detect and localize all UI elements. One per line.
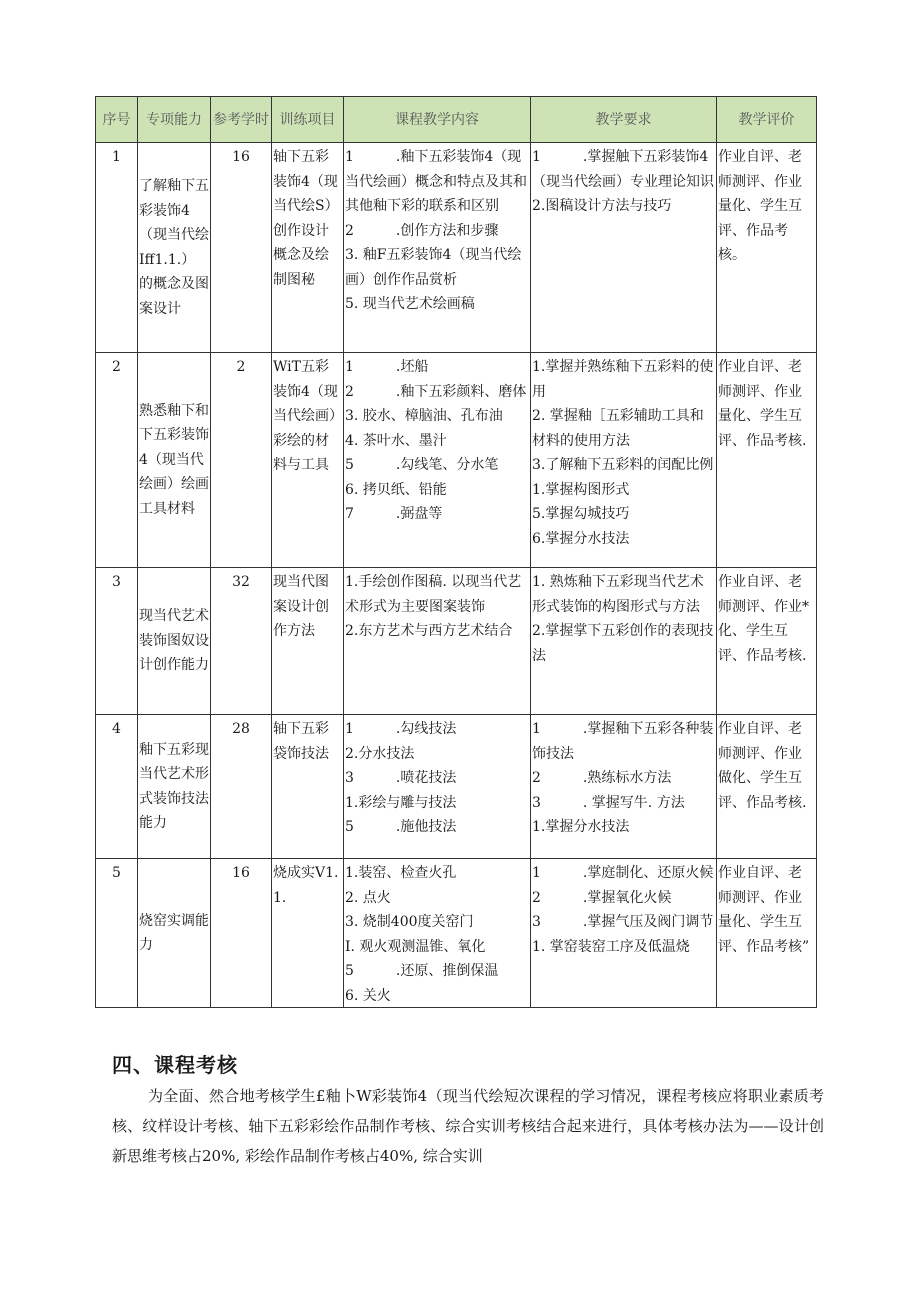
row-content-line: 3. 釉F五彩装饰4（现当代绘画）创作作品赏析 [345,247,522,288]
row-hours: 32 [211,568,272,715]
row-evaluation: 作业自评、老师测评、作业*化、学生互评、作品考核. [717,568,817,715]
row-requirement-line: 2. 掌握釉［五彩辅助工具和材料的使用方法 [532,408,704,449]
header-ability: 专项能力 [138,97,211,143]
row-content-line: 5. 现当代艺术绘画稿 [345,296,475,312]
header-project: 训练项目 [272,97,344,143]
row-requirement-line: 1 .掌庭制化、还原火候 [532,865,714,881]
table-row [96,568,817,715]
row-no: 2 [96,353,138,568]
row-project: 现当代图案设计创作方法 [272,568,344,715]
header-evaluation: 教学评价 [717,97,817,143]
row-requirement [531,353,717,568]
row-requirement-line: 饰技法 [532,745,574,762]
header-requirement: 教学要求 [531,97,717,143]
row-ability: 烧窑实调能力 [138,859,211,1008]
row-content-line: 6. 关火 [345,987,391,1004]
row-evaluation: 作业自评、老师测评、作业量化、学生互评、作品考核. [717,353,817,568]
row-content [344,859,531,1008]
row-content-line: 2.东方艺术与西方艺术结合 [345,623,513,639]
row-content-line: 5 .勾线笔、分水笔 [345,457,499,473]
course-table [95,96,817,1008]
table-row [96,715,817,859]
row-project: 烧成实V1.1. [272,859,344,1008]
row-content-line: 1 .釉下五彩装饰4（现当代绘画）概念和特点及其和其他釉下彩的联系和区别 [345,149,527,214]
row-requirement [531,715,717,859]
row-ability: 现当代艺术装饰图奴设计创作能力 [138,568,211,715]
row-requirement [531,568,717,715]
row-requirement-line: 2 .掌握氧化火候 [532,889,672,906]
row-content-line: 2. 点火 [345,889,391,906]
row-content-line: 1.装窑、检查火孔 [345,865,457,881]
row-content-line: 3. 烧制400度关窑门 [345,914,474,930]
row-content-line: 5 .还原、推倒保温 [345,963,499,979]
row-content-line: 1.彩绘与雕与技法 [345,794,457,811]
row-no: 3 [96,568,138,715]
row-content-line: 1 .勾线技法 [345,721,457,737]
row-evaluation: 作业自评、老师测评、作业做化、学生互评、作品考核. [717,715,817,859]
row-content-line: 6. 拷贝纸、铅能 [345,481,447,498]
row-content-line: 3 .喷花技法 [345,770,457,786]
row-requirement-line: 1. 掌窑装窑工序及低温烧 [532,938,690,955]
row-requirement [531,143,717,353]
row-content-line: 1.手绘创作图稿. 以现当代艺术形式为主要图案装饰 [345,574,522,615]
row-requirement-line: 1.掌握分水技法 [532,819,630,835]
table-row [96,859,817,1008]
row-no: 4 [96,715,138,859]
section-title: 四、课程考核 [112,1053,238,1077]
table-row [96,143,817,353]
header-content: 课程教学内容 [344,97,531,143]
row-ability: 了解釉下五彩装饰4（现当代绘Iff1.1.）的概念及图案设计 [138,143,211,353]
row-content [344,715,531,859]
row-requirement-line: 2.掌握掌下五彩创作的表现技法 [532,623,714,664]
row-requirement-line: 1 .掌握触下五彩装饰4（现当代绘画）专业理论知识 [532,149,714,190]
table-header-row [96,97,817,143]
row-hours: 28 [211,715,272,859]
row-content-line: 2 .创作方法和步骤 [345,222,499,239]
row-requirement [531,859,717,1008]
row-content-line: 5 .施他技法 [345,819,457,835]
row-requirement-line: 1.掌握并熟练釉下五彩料的使用 [532,359,714,400]
row-content-line: 3. 胶水、樟脑油、孔布油 [345,408,503,424]
row-requirement-line: 1 .掌握釉下五彩各种装 [532,721,714,737]
row-requirement-line: 3 .掌握气压及阀门调节 [532,914,714,930]
row-requirement-line: 1.掌握构图形式 [532,481,630,498]
row-ability: 釉下五彩现当代艺术形式装饰技法能力 [138,715,211,859]
row-hours: 16 [211,143,272,353]
row-requirement-line: 5.掌握勾城技巧 [532,506,630,522]
row-content-line: 2.分水技法 [345,745,415,762]
section-paragraph: 为全面、然合地考核学生£釉卜W彩装饰4（现当代绘短次课程的学习情况，课程考核应将职业素质考核、纹样设计考核、轴下五彩彩绘作品制作考核、综合实训考核结合起来进行，具体考核办法为——设计创新思维考核占20%, 彩绘作品制作考核占40%, 综合实训 [112,1087,824,1165]
row-content-line: I. 观火观测温锥、氧化 [345,938,486,955]
row-content-line: 4. 茶叶水、墨汁 [345,432,447,449]
row-content [344,568,531,715]
row-project: 轴下五彩袋饰技法 [272,715,344,859]
header-no: 序号 [96,97,138,143]
row-requirement-line: 2 .熟练标水方法 [532,770,672,786]
row-content-line: 2 .釉下五彩颜料、磨体 [345,383,527,400]
row-requirement-line: 6.掌握分水技法 [532,530,630,547]
row-hours: 2 [211,353,272,568]
row-requirement-line: 3.了解釉下五彩料的闰配比例 [532,457,714,473]
row-requirement-line: 2.图稿设计方法与技巧 [532,198,672,214]
header-hours: 参考学时 [211,97,272,143]
row-project: WiT五彩装饰4（现当代绘画）彩绘的材料与工具 [272,353,344,568]
row-content-line: 7 .弼盘等 [345,506,443,522]
row-no: 1 [96,143,138,353]
row-content [344,143,531,353]
row-evaluation: 作业自评、老师测评、作业量化、学生互评、作品考核。 [717,143,817,353]
row-evaluation: 作业自评、老师测评、作业量化、学生互评、作品考核” [717,859,817,1008]
table-row [96,353,817,568]
row-content [344,353,531,568]
row-requirement-line: 3 . 掌握写牛. 方法 [532,794,685,811]
row-ability: 熟悉釉下和下五彩装饰4（现当代绘画）绘画工具材料 [138,353,211,568]
row-project: 轴下五彩装饰4（现当代绘S）创作设计概念及绘制图秘 [272,143,344,353]
row-hours: 16 [211,859,272,1008]
row-content-line: 1 .坯船 [345,359,429,375]
row-no: 5 [96,859,138,1008]
row-requirement-line: 1. 熟炼釉下五彩现当代艺术形式装饰的构图形式与方法 [532,574,704,615]
